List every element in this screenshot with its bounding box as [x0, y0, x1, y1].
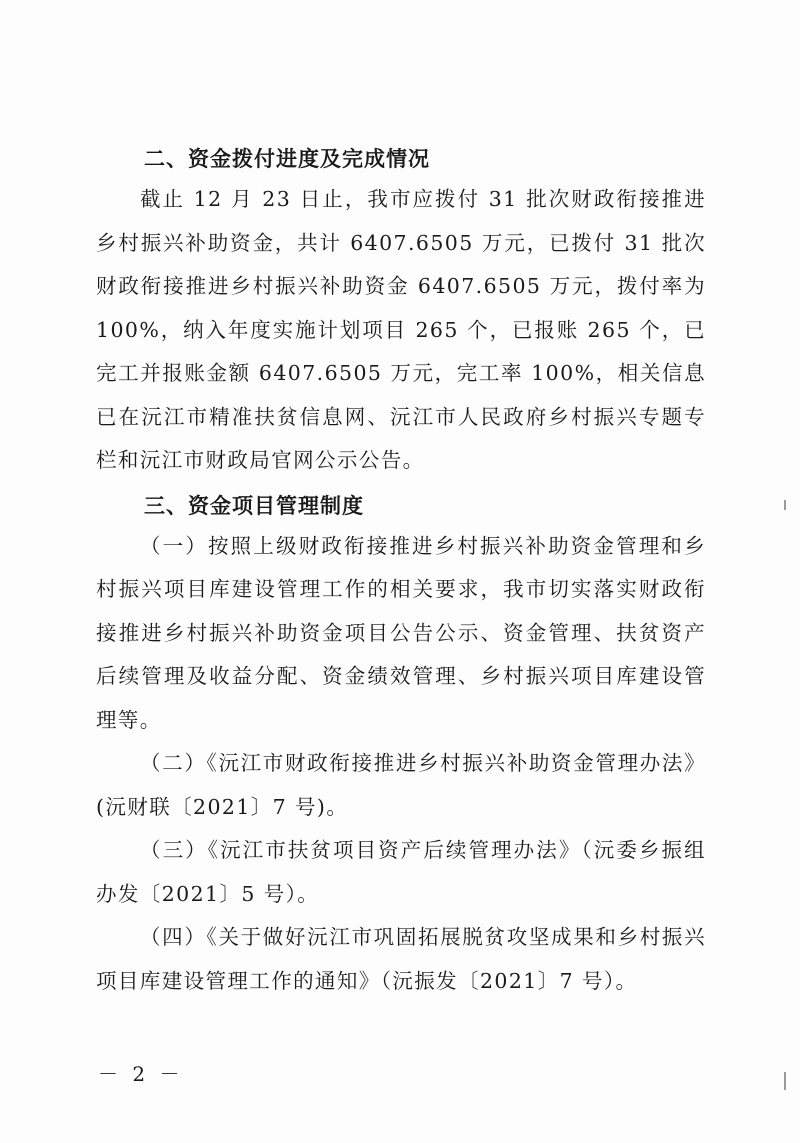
section-3-item-2: （二）《沅江市财政衔接推进乡村振兴补助资金管理办法》(沅财联〔2021〕7 号)。	[96, 751, 706, 819]
document-body	[96, 140, 706, 1003]
scan-edge-mark	[784, 1072, 786, 1090]
section-3-item-3: （三）《沅江市扶贫项目资产后续管理办法》（沅委乡振组办发〔2021〕5 号）。	[96, 838, 706, 906]
section-3-item-1: （一）按照上级财政衔接推进乡村振兴补助资金管理和乡村振兴项目库建设管理工作的相关要求，我市切实落实财政衔接推进乡村振兴补助资金项目公告公示、资金管理、扶贫资产后续管理及收益分配、资金绩效管理、乡村振兴项目库建设管理等。	[96, 533, 706, 732]
section-3-heading: 三、资金项目管理制度	[144, 493, 364, 518]
section-2-heading: 二、资金拨付进度及完成情况	[144, 147, 430, 171]
section-2-paragraph: 截止 12 月 23 日止，我市应拨付 31 批次财政衔接推进乡村振兴补助资金，共计 6407.6505 万元，已拨付 31 批次财政衔接推进乡村振兴补助资金 6407.6505 万元，拨付率为 100%，纳入年度实施计划项目 265 个，已报账 265 个，已完工并报账金额 6407.6505 万元，完工率 100%，相关信息已在沅江市精准扶贫信息网、沅江市人民政府乡村振兴专题专栏和沅江市财政局官网公示公告。	[96, 187, 706, 472]
page-number: － 2 －	[98, 1062, 184, 1086]
section-3-item-4: （四）《关于做好沅江市巩固拓展脱贫攻坚成果和乡村振兴项目库建设管理工作的通知》（沅振发〔2021〕7 号）。	[96, 925, 706, 993]
scan-edge-mark	[784, 500, 786, 510]
